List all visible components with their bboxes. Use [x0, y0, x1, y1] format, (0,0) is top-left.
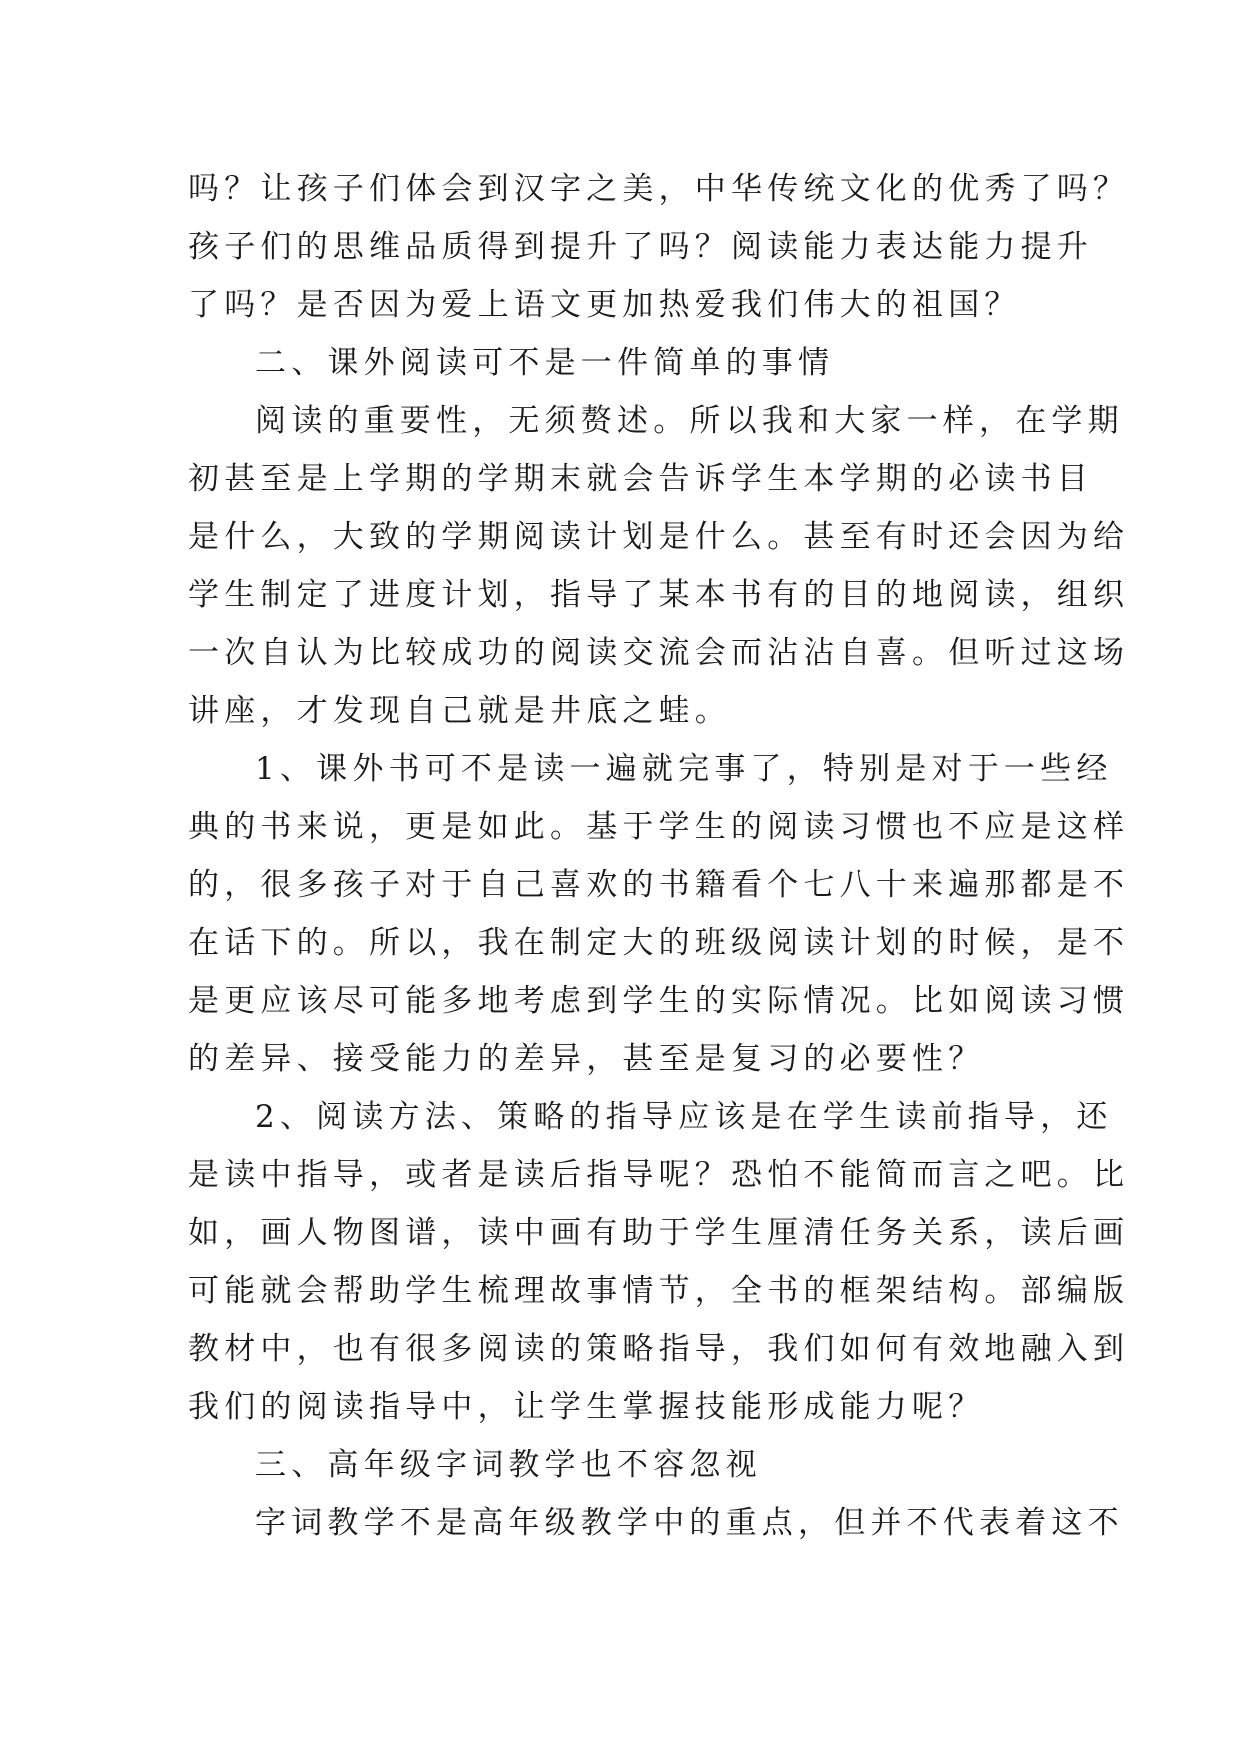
- section-heading-3: 三、高年级字词教学也不容忽视: [255, 1447, 762, 1483]
- text-line: 初甚至是上学期的学期末就会告诉学生本学期的必读书目: [188, 461, 1093, 497]
- text-line: 学生制定了进度计划，指导了某本书有的目的地阅读，组织: [188, 577, 1130, 613]
- text-line: 的差异、接受能力的差异，甚至是复习的必要性？: [188, 1041, 985, 1077]
- list-item-1: 1、课外书可不是读一遍就完事了，特别是对于一些经: [255, 751, 1113, 787]
- document-body: [188, 160, 1130, 1552]
- text-line: 是读中指导，或者是读后指导呢？恐怕不能简而言之吧。比: [188, 1157, 1130, 1193]
- list-item-2: 2、阅读方法、策略的指导应该是在学生读前指导，还: [255, 1099, 1113, 1135]
- text-line: 是什么，大致的学期阅读计划是什么。甚至有时还会因为给: [188, 519, 1130, 555]
- text-line: 吗？让孩子们体会到汉字之美，中华传统文化的优秀了吗？: [188, 171, 1130, 207]
- text-line: 在话下的。所以，我在制定大的班级阅读计划的时候，是不: [188, 925, 1130, 961]
- text-line: 我们的阅读指导中，让学生掌握技能形成能力呢？: [188, 1389, 985, 1425]
- text-line: 如，画人物图谱，读中画有助于学生厘清任务关系，读后画: [188, 1215, 1130, 1251]
- text-line: 典的书来说，更是如此。基于学生的阅读习惯也不应是这样: [188, 809, 1130, 845]
- text-line: 可能就会帮助学生梳理故事情节，全书的框架结构。部编版: [188, 1273, 1130, 1309]
- text-line: 教材中，也有很多阅读的策略指导，我们如何有效地融入到: [188, 1331, 1130, 1367]
- text-line: 阅读的重要性，无须赘述。所以我和大家一样，在学期: [255, 403, 1124, 439]
- text-line: 一次自认为比较成功的阅读交流会而沾沾自喜。但听过这场: [188, 635, 1130, 671]
- text-line: 了吗？是否因为爱上语文更加热爱我们伟大的祖国？: [188, 287, 1021, 323]
- text-line: 字词教学不是高年级教学中的重点，但并不代表着这不: [255, 1505, 1124, 1541]
- text-line: 是更应该尽可能多地考虑到学生的实际情况。比如阅读习惯: [188, 983, 1130, 1019]
- text-line: 讲座，才发现自己就是井底之蛙。: [188, 693, 731, 729]
- section-heading-2: 二、课外阅读可不是一件简单的事情: [255, 345, 835, 381]
- text-line: 孩子们的思维品质得到提升了吗？阅读能力表达能力提升: [188, 229, 1093, 265]
- text-line: 的，很多孩子对于自己喜欢的书籍看个七八十来遍那都是不: [188, 867, 1130, 903]
